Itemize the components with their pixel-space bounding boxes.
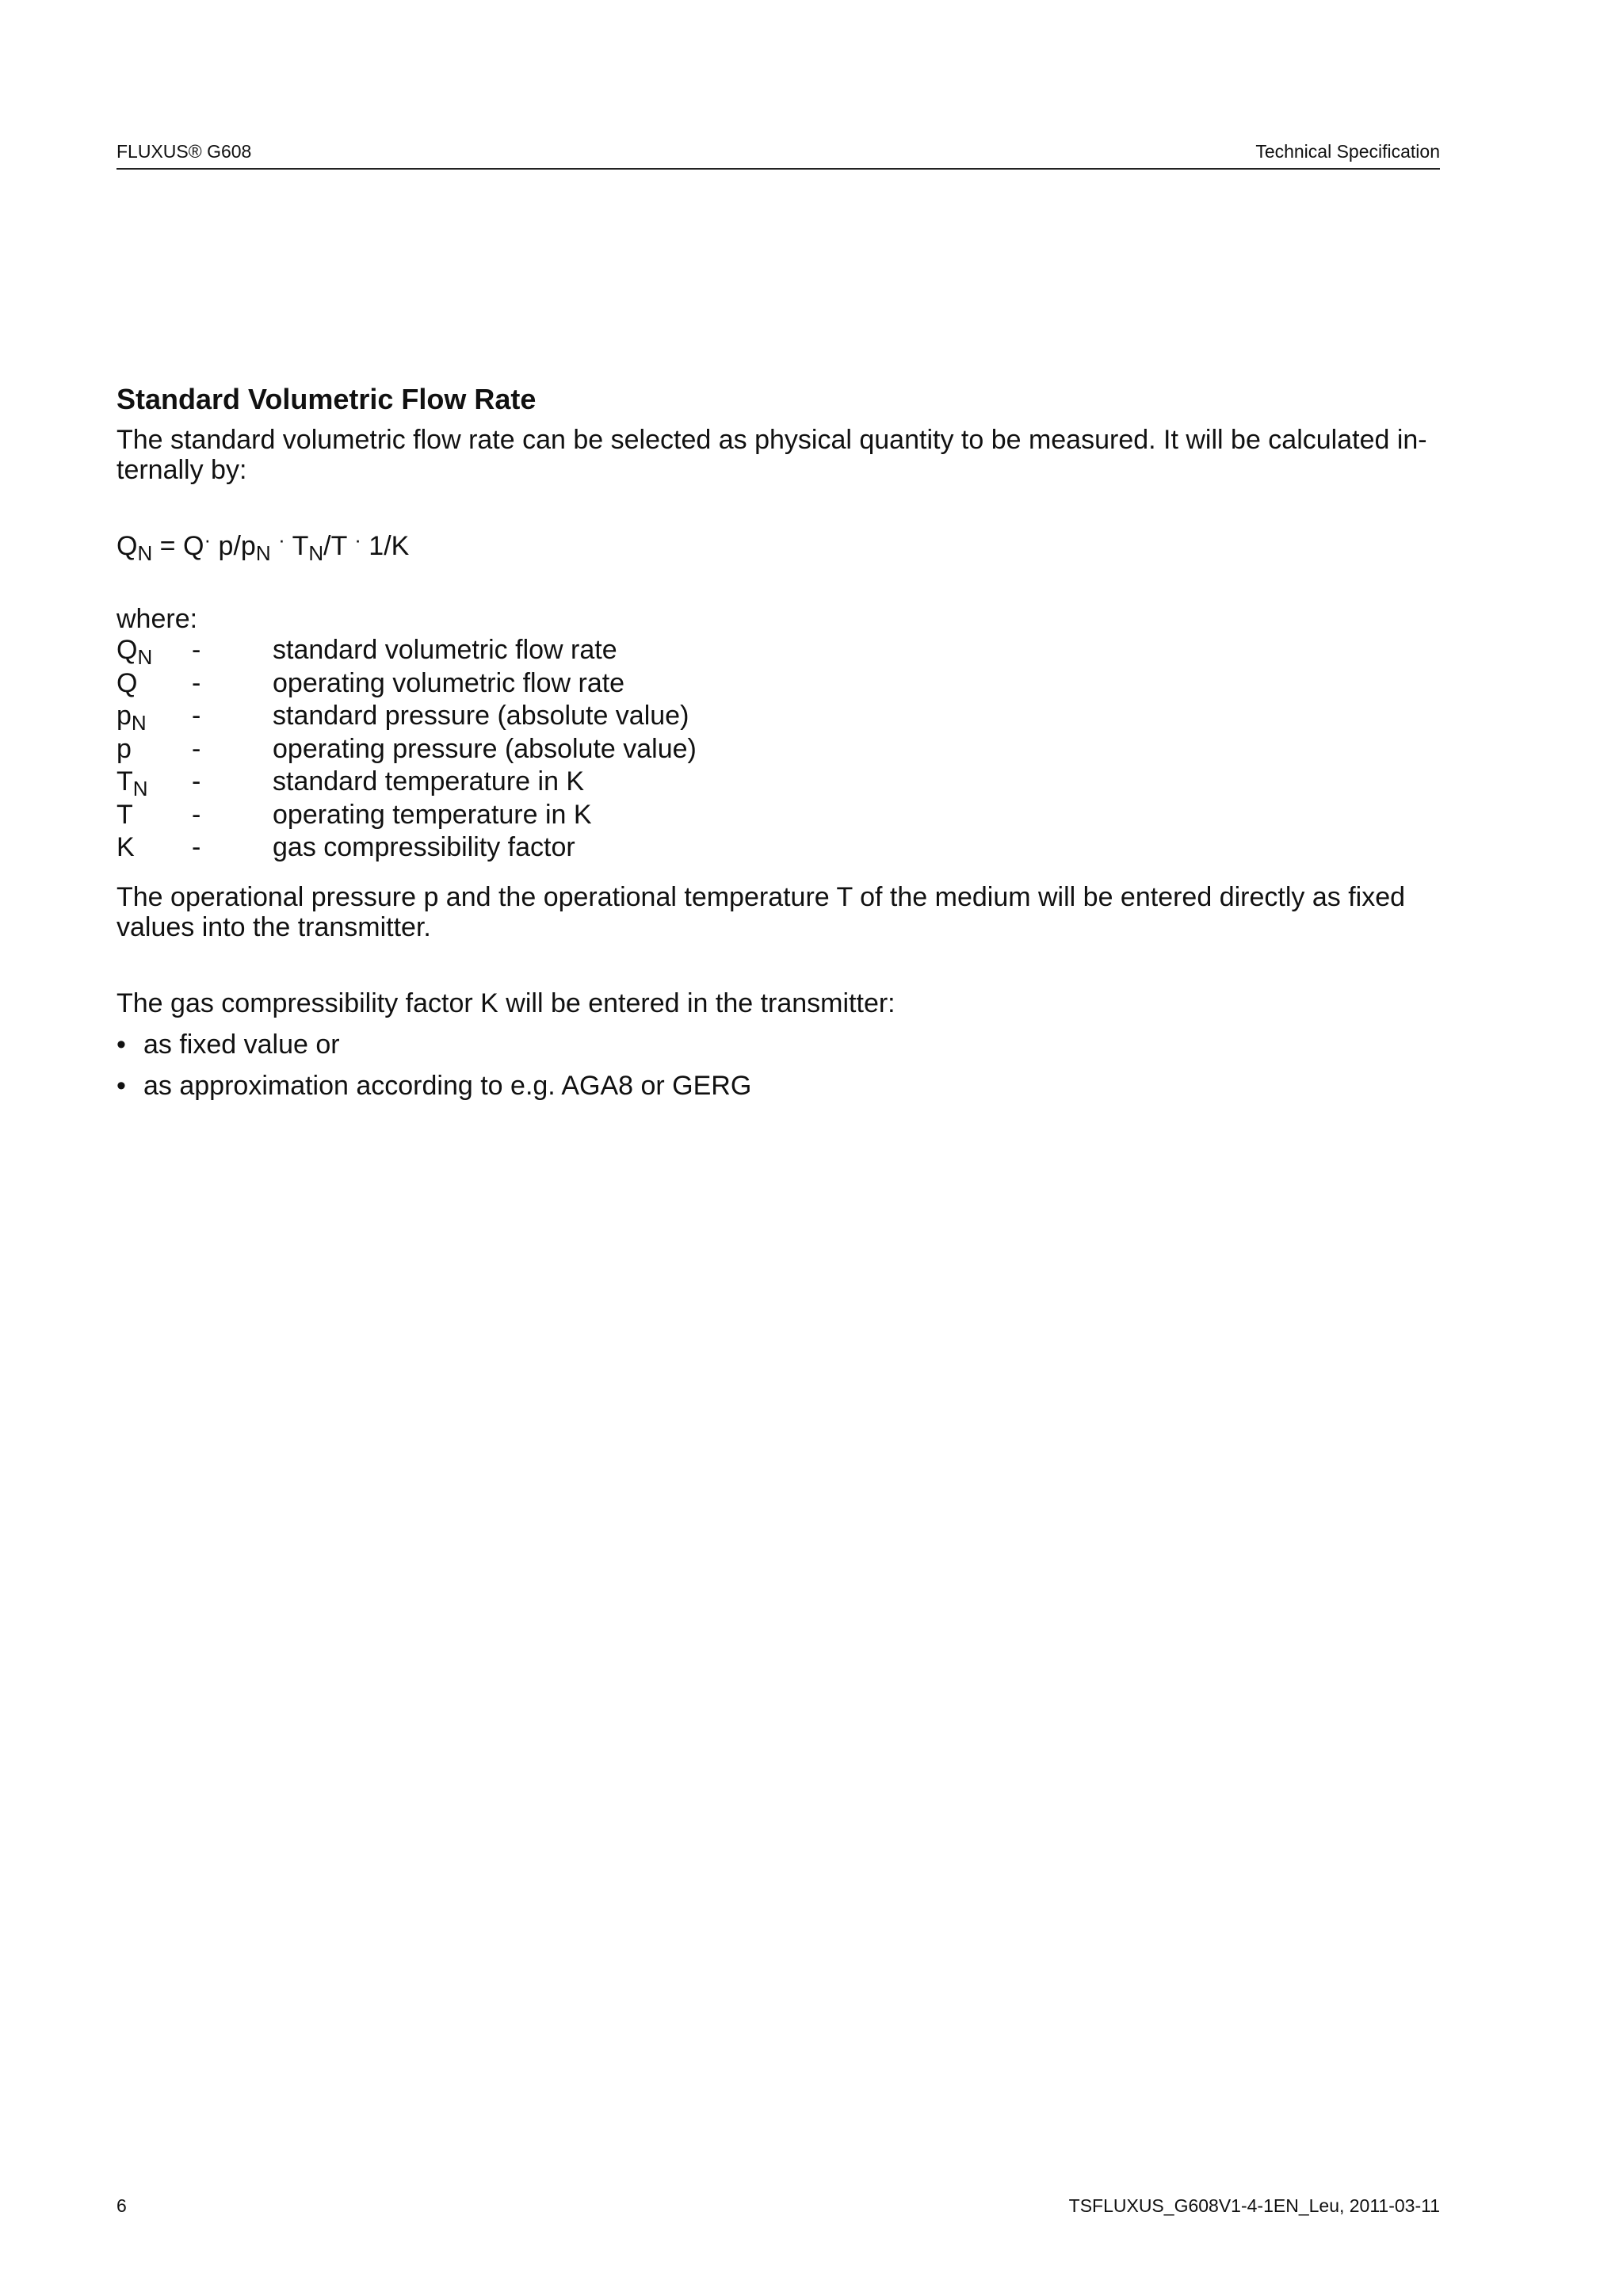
formula-p-over: p/p (211, 531, 256, 561)
list-item (116, 1071, 1440, 1101)
definition-symbol: T (116, 799, 133, 830)
where-label: where: (116, 604, 198, 634)
definition-row (116, 766, 1440, 799)
definition-dash: - (192, 667, 201, 698)
compressibility-paragraph: The gas compressibility factor K will be entered in the transmitter: (116, 988, 896, 1018)
definition-symbol: $T_N$ (116, 766, 148, 800)
definition-row (116, 831, 1440, 865)
section-title: Standard Volumetric Flow Rate (116, 383, 537, 415)
operational-values-paragraph (116, 882, 1440, 942)
definition-row (116, 733, 1440, 766)
definition-description: gas compressibility factor (273, 832, 575, 862)
paragraph2-line-2: values into the transmitter. (116, 911, 431, 942)
formula-sub-n-3: N (308, 541, 324, 565)
formula-dot-2: · (278, 528, 285, 552)
list-item (116, 1030, 1440, 1060)
definition-dash: - (192, 766, 201, 797)
formula-q: Q (116, 531, 138, 561)
definition-dash: - (192, 635, 201, 665)
formula-t: T (292, 531, 309, 561)
definition-description: operating pressure (absolute value) (273, 733, 697, 764)
definition-dash: - (192, 799, 201, 830)
definition-description: standard volumetric flow rate (273, 635, 617, 665)
definition-dash: - (192, 832, 201, 862)
page-content (116, 382, 1440, 1101)
formula-eq-q: = Q (152, 531, 204, 561)
intro-paragraph (116, 425, 1440, 485)
definition-description: operating volumetric flow rate (273, 667, 625, 698)
definition-symbol: $p_N$ (116, 701, 147, 735)
formula-tail-2: 1/K (361, 531, 410, 561)
definition-description: standard pressure (absolute value) (273, 701, 689, 731)
header-document-type: Technical Specification (1255, 141, 1440, 162)
bullet-icon: • (116, 1029, 126, 1060)
definition-row (116, 667, 1440, 701)
header-product-name: FLUXUS® G608 (116, 141, 252, 162)
formula-tail-1: /T (323, 531, 355, 561)
formula-sub-n-1: N (137, 541, 153, 565)
document-id: TSFLUXUS_G608V1-4-1EN_Leu, 2011-03-11 (1068, 2195, 1440, 2216)
bullet-text: as approximation according to e.g. AGA8 or GERG (143, 1070, 752, 1101)
definition-row (116, 799, 1440, 832)
page-header (116, 141, 1440, 170)
formula-sub-n-2: N (255, 541, 271, 565)
definition-row (116, 700, 1440, 733)
bullet-icon: • (116, 1070, 126, 1101)
definition-symbol: K (116, 832, 135, 862)
page-number: 6 (116, 2195, 127, 2216)
definition-symbol: Q (116, 667, 138, 698)
bullet-text: as fixed value or (143, 1029, 340, 1060)
definition-list (116, 634, 1440, 865)
definition-description: standard temperature in K (273, 766, 585, 797)
formula-dot-1: · (204, 528, 212, 552)
definition-dash: - (192, 701, 201, 731)
definition-description: operating temperature in K (273, 799, 592, 830)
definition-symbol: p (116, 733, 132, 764)
flow-rate-formula (116, 528, 1440, 565)
definition-row (116, 634, 1440, 667)
intro-line-2: ternally by: (116, 455, 247, 485)
paragraph2-line-1: The operational pressure p and the operational temperature T of the medium will be entered directly as fixed (116, 881, 1406, 912)
definition-dash: - (192, 733, 201, 764)
formula-dot-3: · (354, 528, 361, 552)
intro-line-1: The standard volumetric flow rate can be selected as physical quantity to be measured. It will be calculated in- (116, 425, 1427, 455)
definition-symbol: $Q_N$ (116, 635, 153, 669)
